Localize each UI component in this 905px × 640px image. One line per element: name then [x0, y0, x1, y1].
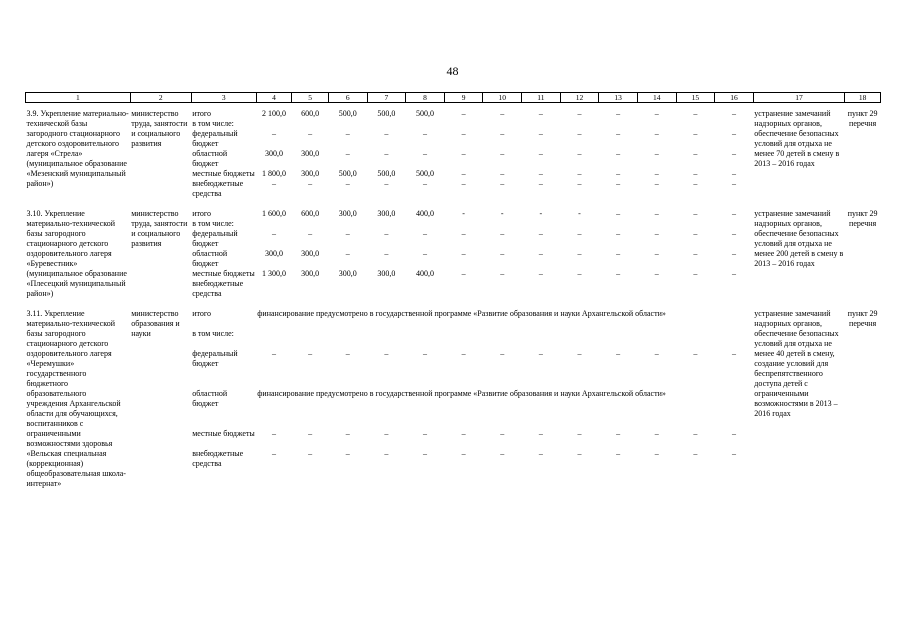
- value-cell: –: [616, 109, 621, 118]
- value-cell: –: [616, 269, 621, 278]
- value-cell: –: [731, 249, 736, 258]
- expected-result: устранение замечаний надзорных органов, обеспечение безопасных условий для отдыха не менее 70 детей в смену в 2013 – 2016 годах: [754, 109, 840, 168]
- value-cell: –: [731, 349, 736, 358]
- column-header: 10: [483, 93, 522, 103]
- value-cell: –: [272, 129, 277, 138]
- value-cell: –: [577, 129, 582, 138]
- value-cell: –: [616, 149, 621, 158]
- value-cell: -: [500, 209, 504, 218]
- value-cell: –: [308, 229, 313, 238]
- value-cell: [367, 119, 406, 129]
- value-cell: –: [693, 179, 698, 188]
- program-table: [25, 92, 881, 489]
- column-header: 17: [753, 93, 844, 103]
- value-cell: [560, 279, 599, 299]
- value-cell: –: [577, 429, 582, 438]
- value-cell: [406, 279, 445, 299]
- column-header: 9: [444, 93, 483, 103]
- value-cell: –: [616, 349, 621, 358]
- value-cell: –: [384, 429, 389, 438]
- value-cell: [256, 329, 292, 349]
- value-cell: –: [500, 269, 505, 278]
- funding-source-label: внебюджетные средства: [192, 179, 244, 198]
- column-header: 5: [292, 93, 329, 103]
- value-cell: –: [731, 169, 736, 178]
- value-cell: –: [577, 269, 582, 278]
- value-cell: [256, 219, 292, 229]
- value-cell: 300,0: [301, 269, 320, 278]
- value-cell: –: [654, 129, 659, 138]
- value-cell: –: [731, 179, 736, 188]
- value-cell: –: [538, 149, 543, 158]
- funding-source-label: итого: [192, 209, 211, 218]
- value-cell: –: [461, 179, 466, 188]
- value-cell: –: [577, 149, 582, 158]
- value-cell: 300,0: [301, 249, 320, 258]
- value-cell: –: [538, 269, 543, 278]
- value-cell: [599, 119, 638, 129]
- value-cell: [560, 329, 599, 349]
- executor: министерство образования и науки: [131, 309, 180, 338]
- value-cell: –: [422, 229, 427, 238]
- value-cell: [599, 279, 638, 299]
- value-cell: –: [384, 449, 389, 458]
- event-name: 3.10. Укрепление материально-технической базы загородного стационарного детского оздоровительного лагеря «Буревестник» (муниципальное образование «Плесецкий муниципальный район»): [26, 209, 127, 298]
- value-cell: [715, 219, 754, 229]
- value-cell: –: [654, 229, 659, 238]
- value-cell: –: [461, 149, 466, 158]
- event-name: 3.11. Укрепление материально-технической базы загородного стационарного детского оздоровительного лагеря «Черемушки» государственного бюджетного образовательного учреждения Архангельской области для обучающихся, воспитанников с ограниченными возможностями здоровья «Вельская специальная (коррекционная) общеобразовательная школа-интернат»: [26, 309, 126, 488]
- value-cell: –: [577, 229, 582, 238]
- value-cell: –: [384, 229, 389, 238]
- funding-source-label: местные бюджеты: [192, 269, 255, 278]
- value-cell: –: [461, 169, 466, 178]
- column-header: 11: [522, 93, 561, 103]
- value-cell: –: [538, 349, 543, 358]
- value-cell: –: [422, 149, 427, 158]
- column-header: 8: [406, 93, 445, 103]
- value-cell: –: [693, 349, 698, 358]
- value-cell: –: [384, 129, 389, 138]
- table-row: [26, 209, 881, 219]
- value-cell: –: [731, 449, 736, 458]
- value-cell: 300,0: [338, 209, 357, 218]
- value-cell: –: [616, 169, 621, 178]
- value-cell: –: [693, 449, 698, 458]
- value-cell: –: [616, 179, 621, 188]
- value-cell: [292, 119, 329, 129]
- value-cell: 500,0: [338, 169, 357, 178]
- column-header: 12: [560, 93, 599, 103]
- value-cell: 600,0: [301, 109, 320, 118]
- value-cell: –: [500, 229, 505, 238]
- value-cell: [483, 119, 522, 129]
- column-header: 2: [130, 93, 191, 103]
- value-cell: –: [384, 249, 389, 258]
- value-cell: 400,0: [415, 269, 434, 278]
- funding-source-label: в том числе:: [192, 119, 234, 128]
- value-cell: –: [500, 109, 505, 118]
- value-cell: 300,0: [338, 269, 357, 278]
- executor: министерство труда, занятости и социального развития: [131, 109, 188, 148]
- table-row: [26, 109, 881, 119]
- value-cell: -: [462, 209, 465, 218]
- value-cell: –: [693, 129, 698, 138]
- value-cell: 500,0: [338, 109, 357, 118]
- value-cell: –: [461, 349, 466, 358]
- value-cell: –: [616, 449, 621, 458]
- value-cell: –: [693, 169, 698, 178]
- value-cell: –: [461, 449, 466, 458]
- value-cell: [256, 279, 292, 299]
- value-cell: –: [272, 179, 277, 188]
- value-cell: [483, 329, 522, 349]
- value-cell: [715, 119, 754, 129]
- value-cell: 500,0: [415, 109, 434, 118]
- value-cell: –: [461, 429, 466, 438]
- value-cell: –: [422, 429, 427, 438]
- value-cell: [676, 119, 715, 129]
- value-cell: –: [577, 109, 582, 118]
- value-cell: –: [500, 429, 505, 438]
- value-cell: 1 300,0: [262, 269, 287, 278]
- value-cell: –: [654, 349, 659, 358]
- funding-source-label: внебюджетные средства: [192, 279, 244, 298]
- value-cell: 300,0: [301, 149, 320, 158]
- value-cell: [406, 219, 445, 229]
- column-header: 1: [26, 93, 131, 103]
- value-cell: –: [345, 229, 350, 238]
- funding-source-label: итого: [192, 109, 211, 118]
- value-cell: –: [731, 209, 736, 218]
- value-cell: –: [616, 229, 621, 238]
- funding-source-label: итого: [192, 309, 211, 318]
- value-cell: –: [538, 229, 543, 238]
- value-cell: –: [384, 149, 389, 158]
- value-cell: [483, 219, 522, 229]
- value-cell: [292, 219, 329, 229]
- value-cell: –: [461, 109, 466, 118]
- value-cell: –: [577, 179, 582, 188]
- value-cell: –: [577, 349, 582, 358]
- value-cell: –: [500, 129, 505, 138]
- value-cell: –: [422, 249, 427, 258]
- value-cell: –: [272, 229, 277, 238]
- value-cell: [256, 119, 292, 129]
- value-cell: 1 800,0: [262, 169, 287, 178]
- column-header: 16: [715, 93, 754, 103]
- value-cell: –: [654, 429, 659, 438]
- header-row: [26, 93, 881, 103]
- value-cell: –: [538, 179, 543, 188]
- value-cell: –: [654, 149, 659, 158]
- value-cell: –: [461, 269, 466, 278]
- value-cell: –: [538, 169, 543, 178]
- value-cell: –: [422, 179, 427, 188]
- value-cell: [522, 329, 561, 349]
- value-cell: –: [616, 209, 621, 218]
- value-cell: –: [654, 179, 659, 188]
- value-cell: –: [500, 179, 505, 188]
- value-cell: –: [345, 179, 350, 188]
- value-cell: [676, 279, 715, 299]
- value-cell: –: [308, 429, 313, 438]
- value-cell: –: [500, 169, 505, 178]
- value-cell: [406, 119, 445, 129]
- value-cell: –: [308, 179, 313, 188]
- value-cell: –: [654, 169, 659, 178]
- list-reference: пункт 29 перечня: [847, 209, 878, 228]
- value-cell: 300,0: [265, 149, 284, 158]
- value-cell: [676, 219, 715, 229]
- value-cell: –: [461, 229, 466, 238]
- funding-source-label: в том числе:: [192, 329, 234, 338]
- value-cell: [483, 279, 522, 299]
- value-cell: [599, 219, 638, 229]
- value-cell: [444, 119, 483, 129]
- value-cell: –: [538, 249, 543, 258]
- funding-source-label: областной бюджет: [192, 249, 228, 268]
- value-cell: –: [693, 109, 698, 118]
- value-cell: [328, 219, 367, 229]
- value-cell: [444, 219, 483, 229]
- value-cell: –: [654, 109, 659, 118]
- value-cell: [522, 119, 561, 129]
- value-cell: [715, 329, 754, 349]
- value-cell: –: [654, 269, 659, 278]
- value-cell: –: [654, 249, 659, 258]
- value-cell: [676, 329, 715, 349]
- value-cell: –: [731, 229, 736, 238]
- value-cell: –: [461, 249, 466, 258]
- value-cell: –: [693, 249, 698, 258]
- value-cell: –: [654, 209, 659, 218]
- value-cell: –: [693, 269, 698, 278]
- value-cell: 300,0: [301, 169, 320, 178]
- value-cell: –: [538, 449, 543, 458]
- value-cell: –: [345, 349, 350, 358]
- value-cell: –: [272, 449, 277, 458]
- value-cell: –: [577, 249, 582, 258]
- value-cell: [367, 219, 406, 229]
- value-cell: –: [308, 129, 313, 138]
- value-cell: -: [578, 209, 581, 218]
- value-cell: [367, 279, 406, 299]
- value-cell: –: [384, 179, 389, 188]
- value-cell: –: [422, 449, 427, 458]
- funding-note: финансирование предусмотрено в государственной программе «Развитие образования и науки Архангельской области»: [257, 389, 666, 398]
- value-cell: –: [731, 429, 736, 438]
- value-cell: [328, 119, 367, 129]
- value-cell: –: [616, 129, 621, 138]
- value-cell: –: [731, 109, 736, 118]
- column-header: 15: [676, 93, 715, 103]
- column-header: 3: [191, 93, 256, 103]
- expected-result: устранение замечаний надзорных органов, обеспечение безопасных условий для отдыха не менее 200 детей в смену в 2013 – 2016 годах: [754, 209, 844, 268]
- funding-source-label: федеральный бюджет: [192, 229, 238, 248]
- value-cell: –: [500, 249, 505, 258]
- value-cell: –: [731, 269, 736, 278]
- funding-source-label: областной бюджет: [192, 149, 228, 168]
- value-cell: –: [538, 129, 543, 138]
- value-cell: 500,0: [415, 169, 434, 178]
- event-name: 3.9. Укрепление материально-технической базы загородного стационарного детского оздоровительного лагеря «Стрела» (муниципальное образование «Мезенский муниципальный район»): [26, 109, 129, 188]
- funding-source-label: областной бюджет: [192, 389, 228, 408]
- list-reference: пункт 29 перечня: [847, 109, 878, 128]
- value-cell: 300,0: [377, 269, 396, 278]
- value-cell: –: [500, 349, 505, 358]
- value-cell: [444, 279, 483, 299]
- value-cell: –: [693, 209, 698, 218]
- list-reference: пункт 29 перечня: [847, 309, 878, 328]
- column-header: 13: [599, 93, 638, 103]
- executor: министерство труда, занятости и социального развития: [131, 209, 188, 248]
- value-cell: 600,0: [301, 209, 320, 218]
- value-cell: –: [616, 429, 621, 438]
- value-cell: 2 100,0: [262, 109, 287, 118]
- value-cell: –: [577, 449, 582, 458]
- value-cell: [637, 329, 676, 349]
- value-cell: [328, 279, 367, 299]
- value-cell: –: [731, 129, 736, 138]
- value-cell: –: [693, 429, 698, 438]
- funding-source-label: федеральный бюджет: [192, 129, 238, 148]
- table-row: [26, 309, 881, 329]
- value-cell: 1 600,0: [262, 209, 287, 218]
- value-cell: [637, 279, 676, 299]
- value-cell: –: [345, 449, 350, 458]
- value-cell: –: [461, 129, 466, 138]
- value-cell: 500,0: [377, 169, 396, 178]
- value-cell: –: [500, 449, 505, 458]
- value-cell: –: [654, 449, 659, 458]
- value-cell: [292, 329, 329, 349]
- value-cell: [637, 219, 676, 229]
- value-cell: –: [308, 449, 313, 458]
- value-cell: [715, 279, 754, 299]
- page-number: 48: [446, 64, 459, 78]
- column-header: 14: [637, 93, 676, 103]
- value-cell: [637, 119, 676, 129]
- value-cell: [292, 279, 329, 299]
- expected-result: устранение замечаний надзорных органов, обеспечение безопасных условий для отдыха не менее 40 детей в смену, создание условий для беспрепятственного доступа детей с ограниченными возможностями в 2013 –2016 годах: [754, 309, 839, 418]
- value-cell: –: [272, 429, 277, 438]
- value-cell: –: [693, 229, 698, 238]
- value-cell: –: [538, 429, 543, 438]
- value-cell: –: [577, 169, 582, 178]
- value-cell: [522, 219, 561, 229]
- value-cell: –: [345, 149, 350, 158]
- value-cell: –: [345, 249, 350, 258]
- funding-source-label: местные бюджеты: [192, 429, 255, 438]
- funding-source-label: в том числе:: [192, 219, 234, 228]
- value-cell: [444, 329, 483, 349]
- value-cell: [522, 279, 561, 299]
- value-cell: –: [693, 149, 698, 158]
- funding-note: финансирование предусмотрено в государственной программе «Развитие образования и науки Архангельской области»: [257, 309, 666, 318]
- value-cell: –: [345, 129, 350, 138]
- funding-source-label: местные бюджеты: [192, 169, 255, 178]
- value-cell: –: [308, 349, 313, 358]
- value-cell: [367, 329, 406, 349]
- value-cell: –: [500, 149, 505, 158]
- column-header: 6: [328, 93, 367, 103]
- value-cell: 300,0: [377, 209, 396, 218]
- value-cell: [406, 329, 445, 349]
- value-cell: [560, 219, 599, 229]
- value-cell: –: [731, 149, 736, 158]
- value-cell: –: [384, 349, 389, 358]
- value-cell: –: [345, 429, 350, 438]
- value-cell: –: [422, 349, 427, 358]
- value-cell: [328, 329, 367, 349]
- funding-source-label: федеральный бюджет: [192, 349, 238, 368]
- funding-source-label: внебюджетные средства: [192, 449, 244, 468]
- column-header: 7: [367, 93, 406, 103]
- value-cell: [560, 119, 599, 129]
- value-cell: –: [616, 249, 621, 258]
- value-cell: –: [272, 349, 277, 358]
- value-cell: –: [422, 129, 427, 138]
- column-header: 4: [256, 93, 292, 103]
- value-cell: 400,0: [415, 209, 434, 218]
- value-cell: [599, 329, 638, 349]
- value-cell: 300,0: [265, 249, 284, 258]
- value-cell: –: [538, 109, 543, 118]
- value-cell: 500,0: [377, 109, 396, 118]
- value-cell: -: [539, 209, 543, 218]
- column-header: 18: [845, 93, 881, 103]
